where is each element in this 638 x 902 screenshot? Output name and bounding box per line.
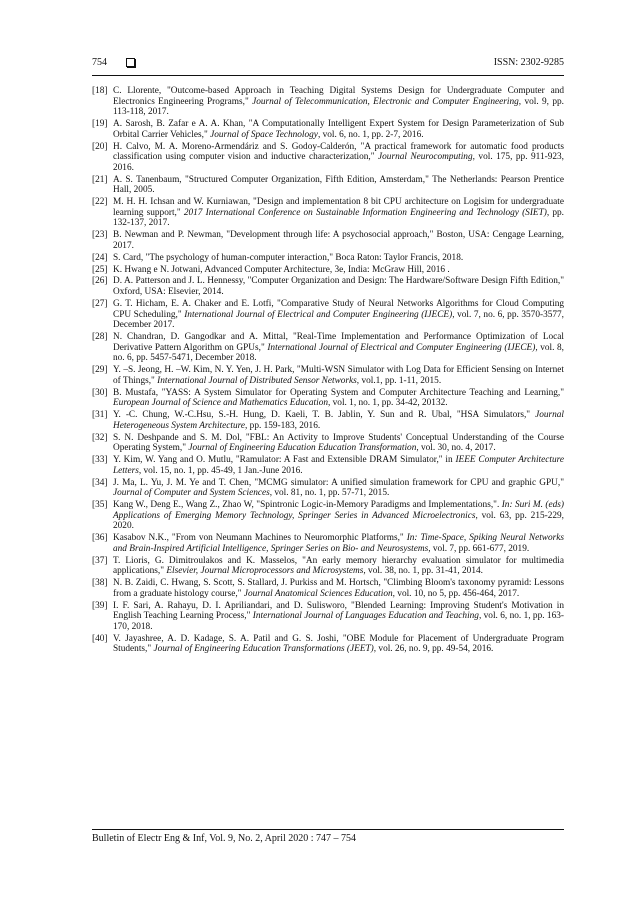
reference-text [113, 556, 564, 577]
reference-item [92, 230, 564, 251]
reference-source: Journal of Telecommunication, Electronic and Computer Engineering [252, 96, 519, 107]
reference-number: [38] [92, 578, 108, 589]
reference-text [113, 299, 564, 331]
reference-item [92, 578, 564, 599]
reference-source: Elsevier, Journal Microprocessors and Microsystems [166, 566, 364, 577]
reference-item [92, 388, 564, 409]
reference-number: [31] [92, 410, 108, 421]
reference-text [113, 265, 564, 276]
reference-segment: Y. -C. Chung, W.-C.Hsu, S.-H. Hung, D. Kaeli, T. B. Jablin, Y. Sun and R. Ubal, "HSA Simulators," [113, 410, 536, 421]
reference-source: International Journal of Electrical and Computer Engineering (IJECE), [267, 342, 538, 353]
reference-item [92, 332, 564, 364]
reference-text [113, 601, 564, 633]
reference-segment: S. Card, "The psychology of human-computer interaction," Boca Raton: Taylor Francis, 2018. [113, 252, 464, 263]
reference-segment: M. H. H. Ichsan and W. Kurniawan, "Design and implementation 8 bit CPU architecture on Logisim for undergraduate learning support," [113, 197, 564, 218]
reference-segment: , vol. 7, pp. 661-677, 2019. [428, 543, 530, 554]
reference-text [113, 119, 564, 140]
reference-segment: Kang W., Deng E., Wang Z., Zhao W, "Spintronic Logic-in-Memory Paradigms and Implementations,". [113, 500, 502, 511]
reference-segment: Y. –S. Jeong, H. –W. Kim, N. Y. Yen, J. H. Park, "Multi-WSN Simulator with Log Data for Efficient Sensing on Internet of Things," [113, 365, 564, 386]
reference-number: [28] [92, 332, 108, 343]
reference-item [92, 478, 564, 499]
reference-text [113, 455, 564, 476]
reference-item [92, 253, 564, 264]
reference-item [92, 433, 564, 454]
reference-number: [19] [92, 119, 108, 130]
reference-text [113, 388, 564, 409]
reference-source: Journal Heterogeneous System Architecture, [113, 410, 564, 431]
reference-segment: vol. 8, no. 6, pp. 5457-5471, December 2018. [113, 342, 564, 364]
reference-number: [34] [92, 477, 108, 488]
reference-source: 2017 International Conference on Sustainable Information Engineering and Technology (SIET) [183, 207, 547, 218]
reference-segment: , vol. 63, pp. 215-229, 2020. [113, 510, 564, 532]
reference-item [92, 634, 564, 655]
reference-item [92, 265, 564, 276]
reference-item [92, 556, 564, 577]
reference-segment: N. B. Zaidi, C. Hwang, S. Scott, S. Stallard, J. Purkiss and M. Hortsch, "Climbing Bloom's taxonomy pyramid: Lessons from a graduate histology course," [113, 578, 564, 599]
reference-source: European Journal of Science and Mathematics Education [113, 398, 328, 409]
reference-segment: , vol. 175, pp. 911-923, 2016. [113, 152, 564, 173]
reference-number: [39] [92, 600, 108, 611]
reference-text [113, 533, 564, 554]
reference-segment: B. Mustafa, "YASS: A System Simulator for Operating System and Computer Architecture Teaching and Learning," [113, 387, 564, 398]
reference-segment: , vol. 81, no. 1, pp. 57-71, 2015. [269, 488, 390, 499]
reference-segment: pp. 159-183, 2016. [247, 420, 321, 431]
reference-source: International Journal of Electrical and Computer Engineering (IJECE) [184, 309, 453, 320]
reference-segment: N. Chandran, D. Gangodkar and A. Mittal, "Real-Time Implementation and Performance Optimization of Local Derivative Pattern Algorithm on GPUs," [113, 332, 564, 353]
reference-number: [27] [92, 298, 108, 309]
reference-item [92, 276, 564, 297]
reference-text [113, 578, 564, 599]
reference-segment: vol. 6, no. 1, pp. 163-170, 2018. [113, 611, 564, 632]
reference-segment: S. N. Deshpande and S. M. Dol, "FBL: An Activity to Improve Students' Conceptual Understanding of the Course Operating System," [113, 432, 564, 454]
reference-segment: , vol. 30, no. 4, 2017. [416, 443, 496, 454]
reference-text [113, 365, 564, 386]
reference-number: [26] [92, 276, 108, 287]
reference-segment: K. Hwang e N. Jotwani, Advanced Computer Architecture, 3e, India: McGraw Hill, 2016 . [113, 264, 450, 275]
reference-number: [35] [92, 500, 108, 511]
reference-source: Journal of Engineering Education Transformations (JEET), [153, 644, 377, 655]
header-rule [92, 75, 564, 76]
reference-segment: G. T. Hicham, E. A. Chaker and E. Lotfi, "Comparative Study of Neural Networks Algorithms for Cloud Computing CPU Scheduling," [113, 298, 564, 320]
reference-source: Journal Anatomical Sciences Education, [243, 588, 395, 599]
reference-segment: B. Newman and P. Newman, "Development through life: A psychosocial approach," Boston, USA: Cengage Learning, 2017. [113, 230, 564, 251]
reference-text [113, 433, 564, 454]
reference-segment: J. Ma, L. Yu, J. M. Ye and T. Chen, "MCMG simulator: A unified simulation framework for CPU and graphic GPU," [113, 477, 564, 488]
reference-number: [37] [92, 555, 108, 566]
page-header [92, 57, 564, 73]
reference-segment: H. Calvo, M. A. Moreno-Armendáriz and S. Godoy-Calderón, "A practical framework for automatic food products classification using computer vision and inductive characterization," [113, 141, 564, 163]
reference-segment: C. Llorente, "Outcome-based Approach in Teaching Digital Systems Design for Undergraduate Computer and Electronics Engineering Programs," [113, 86, 564, 107]
reference-segment: A. S. Tanenbaum, "Structured Computer Organization, Fifth Edition, Amsterdam," The Netherlands: Pearson Prentice Hall, 2005. [113, 174, 564, 196]
reference-source: International Journal of Distributed Sensor Networks [157, 375, 357, 386]
reference-text [113, 410, 564, 431]
reference-segment: vol. 10, no 5, pp. 456-464, 2017. [394, 588, 520, 599]
reference-text [113, 86, 564, 118]
reference-segment: Kasabov N.K., "From von Neumann Machines to Neuromorphic Platforms," [113, 533, 407, 544]
reference-source: In: Suri M. (eds) Applications of Emerging Memory Technology, Springer Series in Advanced Microelectronics [113, 500, 564, 521]
reference-segment: , vol. 1, no. 1, pp. 34-42, 20132. [328, 398, 448, 409]
reference-source: Journal of Space Technology [210, 129, 318, 140]
page-number: 754 [92, 57, 107, 68]
reference-number: [20] [92, 141, 108, 152]
reference-segment: , vol. 9, pp. 113-118, 2017. [113, 96, 564, 118]
reference-number: [40] [92, 633, 108, 644]
reference-number: [21] [92, 174, 108, 185]
reference-item [92, 197, 564, 229]
reference-number: [22] [92, 197, 108, 208]
reference-text [113, 634, 564, 655]
reference-source: Journal of Computer and System Sciences [113, 488, 270, 499]
reference-list [92, 86, 564, 656]
reference-segment: , vol. 7, no. 6, pp. 3570-3577, December 2017. [113, 309, 564, 331]
reference-number: [24] [92, 252, 108, 263]
reference-source: In: Time-Space, Spiking Neural Networks and Brain-Inspired Artificial Intelligence, Springer Series on Bio- and Neurosystems [113, 533, 564, 554]
reference-number: [30] [92, 387, 108, 398]
reference-text [113, 175, 564, 196]
reference-number: [23] [92, 230, 108, 241]
reference-segment: T. Lioris, G. Dimitroulakos and K. Masselos, "An early memory hierarchy evaluation simulator for multimedia applications," [113, 555, 564, 577]
reference-item [92, 119, 564, 140]
reference-source: Journal Neurocomputing [378, 152, 473, 163]
reference-text [113, 230, 564, 251]
reference-segment: , vol. 38, no. 1, pp. 31-41, 2014. [363, 566, 483, 577]
reference-text [113, 142, 564, 174]
reference-number: [32] [92, 432, 108, 443]
reference-source: IEEE Computer Architecture Letters [113, 455, 565, 476]
reference-item [92, 175, 564, 196]
reference-item [92, 299, 564, 331]
reference-number: [29] [92, 365, 108, 376]
reference-segment: , vol. 15, no. 1, pp. 45-49, 1 Jan.-June 2016. [138, 465, 303, 476]
reference-text [113, 500, 564, 532]
reference-segment: I. F. Sari, A. Rahayu, D. I. Apriliandari, and D. Sulisworo, "Blended Learning: Improving Student's Motivation in English Teaching Learning Process," [113, 600, 564, 622]
reference-number: [36] [92, 533, 108, 544]
reference-number: [33] [92, 455, 108, 466]
reference-source: Journal of Engineering Education Education Transformation [188, 443, 417, 454]
reference-item [92, 601, 564, 633]
reference-segment: V. Jayashree, A. D. Kadage, S. A. Patil and G. S. Joshi, "OBE Module for Placement of Undergraduate Program Students," [113, 633, 564, 655]
reference-text [113, 197, 564, 229]
reference-item [92, 533, 564, 554]
footer-citation: Bulletin of Electr Eng & Inf, Vol. 9, No. 2, April 2020 : 747 – 754 [92, 833, 357, 844]
reference-text [113, 478, 564, 499]
reference-item [92, 410, 564, 431]
reference-text [113, 253, 564, 264]
reference-item [92, 455, 564, 476]
reference-number: [25] [92, 264, 108, 275]
reference-source: International Journal of Languages Education and Teaching, [252, 611, 482, 622]
reference-segment: Y. Kim, W. Yang and O. Mutlu, "Ramulator: A Fast and Extensible DRAM Simulator," in [113, 455, 456, 466]
reference-segment: , pp. 132-137, 2017. [113, 207, 564, 229]
reference-text [113, 276, 564, 297]
checkbox-square-icon [126, 58, 135, 67]
reference-item [92, 365, 564, 386]
reference-item [92, 142, 564, 174]
reference-number: [18] [92, 86, 108, 96]
reference-item [92, 500, 564, 532]
reference-segment: A. Sarosh, B. Zafar e A. A. Khan, "A Computationally Intelligent Expert System for Design Parameterization of Sub Orbital Carrier Vehicles," [113, 119, 564, 140]
reference-item [92, 86, 564, 118]
reference-segment: vol. 26, no. 9, pp. 49-54, 2016. [376, 644, 494, 655]
issn-label: ISSN: 2302-9285 [493, 57, 564, 68]
footer-rule [92, 829, 564, 830]
reference-segment: , vol.1, pp. 1-11, 2015. [356, 375, 442, 386]
reference-segment: D. A. Patterson and J. L. Hennessy, "Computer Organization and Design: The Hardware/Software Design Fifth Edition," Oxford, USA: Elsevier, 2014. [113, 276, 564, 298]
reference-segment: , vol. 6, no. 1, pp. 2-7, 2016. [317, 129, 424, 140]
reference-text [113, 332, 564, 364]
